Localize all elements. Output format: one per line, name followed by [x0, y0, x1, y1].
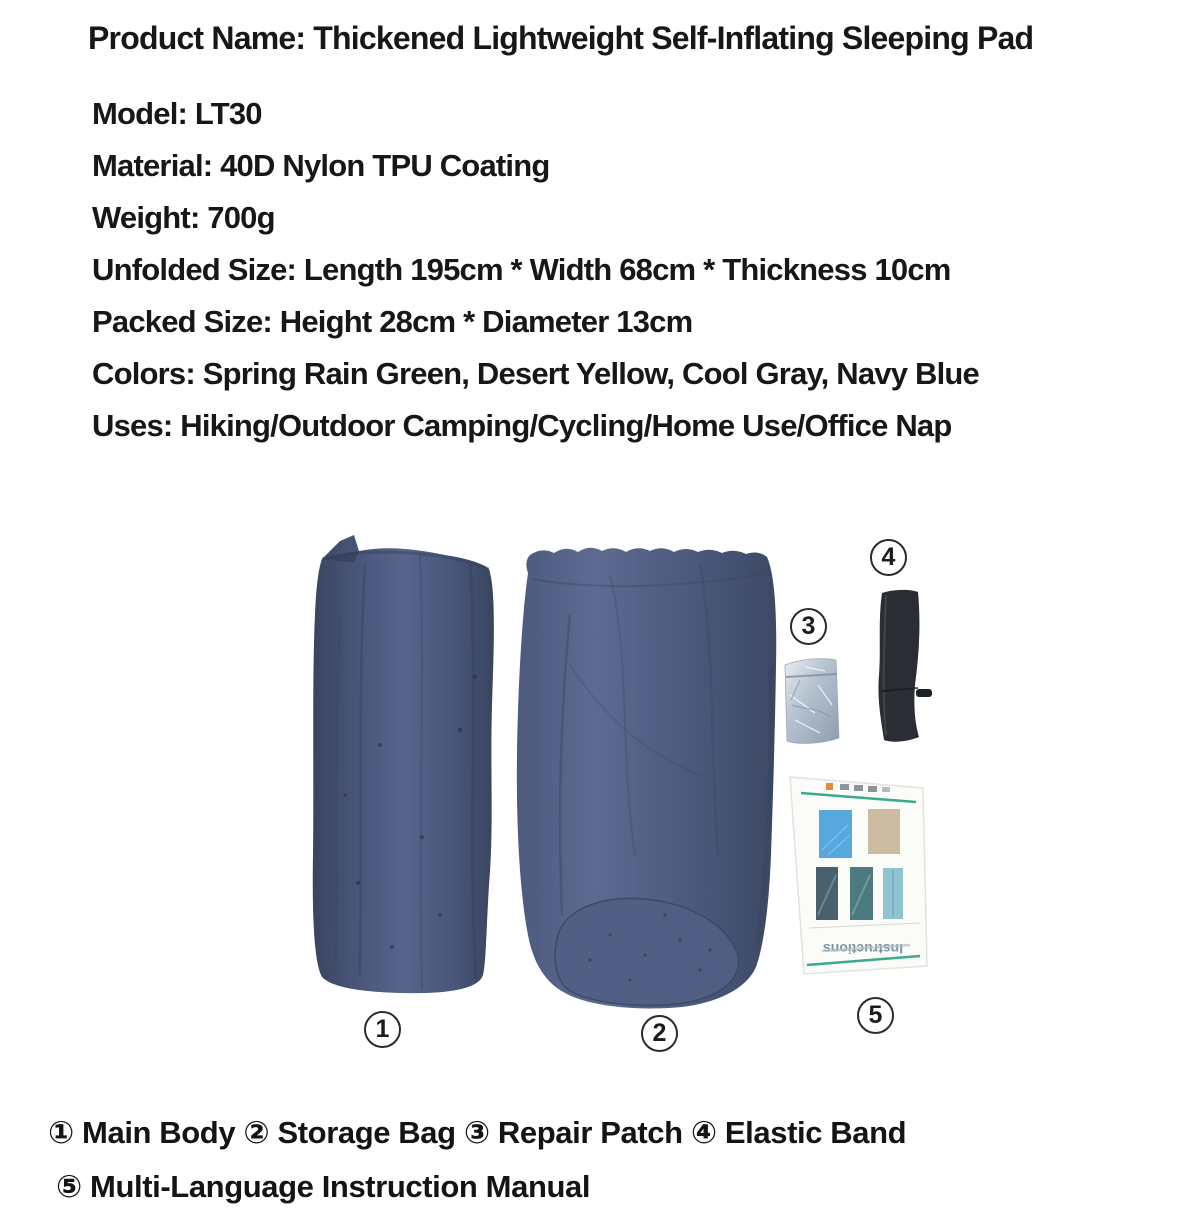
instruction-manual-photo	[790, 777, 927, 974]
repair-patch-photo	[785, 659, 839, 744]
elastic-band-photo	[878, 590, 932, 742]
spec-colors: Colors: Spring Rain Green, Desert Yellow, Cool Gray, Navy Blue	[92, 356, 979, 391]
item-marker-4: 4	[870, 539, 907, 576]
item-marker-5: 5	[857, 997, 894, 1034]
product-title: Product Name: Thickened Lightweight Self-Inflating Sleeping Pad	[88, 20, 1034, 56]
legend	[48, 1106, 906, 1214]
spec-weight: Weight: 700g	[92, 200, 275, 235]
manual-instructions-label: Instructions	[822, 941, 904, 957]
legend-line-1: ① Main Body ② Storage Bag ③ Repair Patch ④ Elastic Band	[48, 1115, 907, 1150]
item-marker-2: 2	[641, 1015, 678, 1052]
spec-unfolded-size: Unfolded Size: Length 195cm * Width 68cm * Thickness 10cm	[92, 252, 951, 287]
spec-model: Model: LT30	[92, 96, 262, 131]
spec-packed-size: Packed Size: Height 28cm * Diameter 13cm	[92, 304, 693, 339]
legend-line-2: ⑤ Multi-Language Instruction Manual	[56, 1169, 591, 1204]
main-body-photo	[313, 535, 494, 993]
storage-bag-photo	[517, 548, 776, 1009]
item-marker-3: 3	[790, 608, 827, 645]
spec-list	[92, 88, 979, 452]
item-marker-1: 1	[364, 1011, 401, 1048]
spec-material: Material: 40D Nylon TPU Coating	[92, 148, 550, 183]
spec-uses: Uses: Hiking/Outdoor Camping/Cycling/Home Use/Office Nap	[92, 408, 952, 443]
